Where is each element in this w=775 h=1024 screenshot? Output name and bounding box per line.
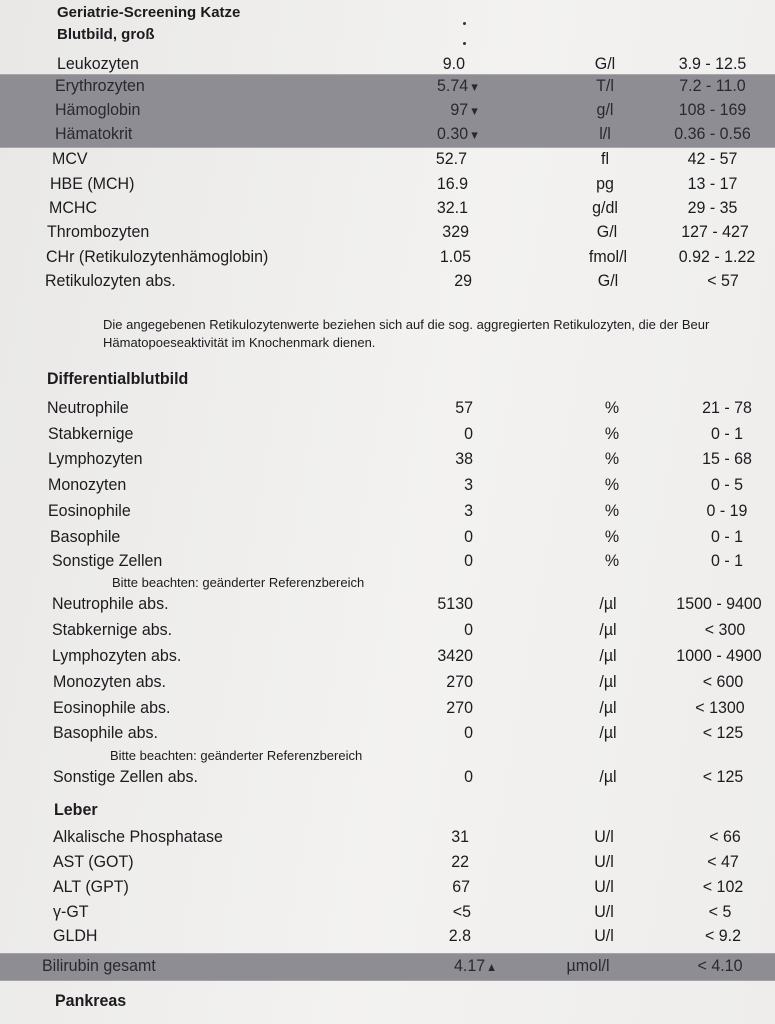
analyte-name: AST (GOT) — [53, 853, 134, 872]
reference-range: < 5 — [708, 903, 732, 922]
result-value: 0 — [464, 552, 473, 571]
result-row — [0, 670, 775, 695]
result-row-mchc — [0, 196, 775, 221]
low-flag-icon: ▼ — [469, 105, 480, 119]
result-unit: /µl — [599, 699, 617, 718]
result-value: 0 — [464, 768, 473, 787]
report-title: Geriatrie-Screening Katze — [57, 4, 241, 21]
result-row — [0, 825, 775, 850]
result-unit: /µl — [599, 595, 617, 614]
result-unit: % — [604, 399, 620, 418]
analyte-name: Basophile — [50, 528, 121, 547]
result-unit: G/l — [596, 223, 618, 242]
reference-range: 0 - 1 — [710, 552, 743, 571]
result-row — [0, 447, 775, 472]
result-row — [0, 396, 775, 421]
reference-range: < 9.2 — [704, 927, 742, 946]
reference-range: 0.92 - 1.22 — [678, 248, 756, 267]
reference-range: 3.9 - 12.5 — [678, 55, 747, 74]
result-value: 1.05 — [439, 248, 471, 267]
reference-range: < 1300 — [695, 699, 745, 718]
result-unit: U/l — [594, 828, 614, 847]
result-value: 3 — [464, 476, 473, 495]
reference-range: 1000 - 4900 — [676, 647, 762, 666]
analyte-name: MCHC — [49, 199, 97, 218]
result-unit: /µl — [599, 621, 617, 640]
result-row — [0, 525, 775, 550]
result-unit: U/l — [594, 853, 614, 872]
analyte-name: Basophile abs. — [53, 724, 158, 743]
result-unit: G/l — [597, 272, 619, 291]
reference-range: < 125 — [702, 768, 744, 787]
result-value: 57 — [455, 399, 473, 418]
result-value: 31 — [451, 828, 469, 847]
result-row-erythrozyten — [0, 74, 775, 99]
result-unit: % — [604, 552, 620, 571]
result-unit: fmol/l — [588, 248, 628, 267]
reference-range: 7.2 - 11.0 — [679, 77, 746, 96]
reference-change-note: Bitte beachten: geänderter Referenzbereich — [110, 748, 363, 763]
analyte-name: CHr (Retikulozytenhämoglobin) — [46, 248, 269, 267]
reference-range: < 66 — [709, 828, 741, 847]
result-value: 4.17▲ — [453, 957, 497, 976]
result-unit: g/dl — [592, 199, 618, 218]
section-title-differentialblutbild: Differentialblutbild — [47, 370, 189, 389]
analyte-name: HBE (MCH) — [50, 175, 135, 194]
result-value: 0 — [464, 528, 473, 547]
reference-range: 0.36 - 0.56 — [674, 125, 751, 144]
analyte-name: Erythrozyten — [55, 77, 145, 96]
reference-range: 108 - 169 — [678, 101, 747, 120]
analyte-name: Hämoglobin — [55, 101, 141, 120]
result-row-haemoglobin — [0, 98, 775, 123]
analyte-name: ALT (GPT) — [53, 878, 129, 897]
result-unit: g/l — [596, 101, 614, 120]
result-unit: % — [604, 450, 620, 469]
result-unit: % — [604, 528, 620, 547]
result-value: 9.0 — [442, 55, 465, 74]
result-unit: % — [604, 425, 620, 444]
reference-range: < 102 — [702, 878, 744, 897]
note-line: Hämatopoeseaktivität im Knochenmark dienen. — [103, 335, 376, 350]
analyte-name: Stabkernige abs. — [52, 621, 173, 640]
result-unit: l/l — [599, 125, 611, 144]
analyte-name: Neutrophile — [47, 399, 129, 418]
result-value: 0 — [464, 724, 473, 743]
analyte-name: γ-GT — [53, 903, 89, 922]
result-value: 67 — [452, 878, 470, 897]
result-value: 0 — [464, 621, 473, 640]
analyte-name: Retikulozyten abs. — [45, 272, 176, 291]
result-unit: pg — [596, 175, 614, 194]
result-row-mcv — [0, 147, 775, 172]
result-unit: fl — [601, 150, 609, 169]
reticulocyte-note — [103, 316, 709, 352]
reference-range: 29 - 35 — [687, 199, 738, 218]
reference-range: 0 - 19 — [706, 502, 748, 521]
result-value: 52.7 — [435, 150, 467, 169]
result-value: <5 — [452, 903, 471, 922]
result-value: 5.74▼ — [436, 77, 480, 96]
result-unit: G/l — [594, 55, 616, 74]
result-row-haematokrit — [0, 122, 775, 147]
reference-range: < 47 — [707, 853, 739, 872]
result-row — [0, 924, 775, 949]
result-row-bilirubin — [0, 953, 775, 981]
result-unit: % — [604, 476, 620, 495]
reference-range: < 125 — [702, 724, 744, 743]
analyte-name: MCV — [52, 150, 88, 169]
analyte-name: Hämatokrit — [55, 125, 133, 144]
note-line: Die angegebenen Retikulozytenwerte beziehen sich auf die sog. aggregierten Retikulozyten, die der Beur — [103, 317, 710, 332]
analyte-name: Monozyten — [48, 476, 127, 495]
analyte-name: GLDH — [53, 927, 98, 946]
result-row-thrombozyten — [0, 220, 775, 245]
analyte-name: Thrombozyten — [47, 223, 150, 242]
result-value: 3 — [464, 502, 473, 521]
reference-range: 1500 - 9400 — [676, 595, 762, 614]
analyte-name: Leukozyten — [57, 55, 139, 74]
result-value: 32.1 — [436, 199, 468, 218]
reference-range: 15 - 68 — [702, 450, 752, 469]
analyte-name: Lymphozyten — [48, 450, 143, 469]
result-row — [0, 696, 775, 721]
reference-range: 21 - 78 — [702, 399, 752, 418]
result-row — [0, 875, 775, 900]
analyte-name: Eosinophile — [48, 502, 131, 521]
result-row — [0, 499, 775, 524]
reference-range: 42 - 57 — [687, 150, 738, 169]
result-row — [0, 592, 775, 617]
result-row — [0, 850, 775, 875]
reference-range: 127 - 427 — [681, 223, 749, 242]
result-unit: µmol/l — [566, 957, 610, 976]
analyte-name: Bilirubin gesamt — [42, 957, 156, 976]
result-row-chr — [0, 245, 775, 270]
result-value: 2.8 — [448, 927, 471, 946]
result-row — [0, 721, 775, 746]
analyte-name: Eosinophile abs. — [53, 699, 171, 718]
analyte-name: Lymphozyten abs. — [52, 647, 182, 666]
result-row-retikulozyten — [0, 269, 775, 294]
result-value: 16.9 — [436, 175, 468, 194]
section-title-pankreas: Pankreas — [55, 992, 127, 1011]
result-row — [0, 549, 775, 574]
reference-range: < 57 — [707, 272, 739, 291]
result-unit: /µl — [599, 768, 617, 787]
result-row — [0, 422, 775, 447]
section-title-leber: Leber — [54, 801, 98, 820]
result-value: 29 — [454, 272, 472, 291]
reference-change-note: Bitte beachten: geänderter Referenzbereich — [112, 575, 365, 590]
scan-dot — [463, 42, 466, 45]
reference-range: < 300 — [704, 621, 746, 640]
result-unit: U/l — [594, 927, 614, 946]
result-row — [0, 644, 775, 669]
analyte-name: Monozyten abs. — [53, 673, 166, 692]
result-value: 3420 — [437, 647, 473, 666]
reference-range: 0 - 1 — [710, 425, 743, 444]
reference-range: 13 - 17 — [687, 175, 738, 194]
result-value: 0 — [464, 425, 473, 444]
result-unit: U/l — [594, 878, 614, 897]
result-row — [0, 765, 775, 790]
result-value: 97▼ — [450, 101, 480, 120]
result-unit: % — [604, 502, 620, 521]
high-flag-icon: ▲ — [486, 961, 497, 975]
low-flag-icon: ▼ — [469, 129, 480, 143]
reference-range: 0 - 5 — [710, 476, 743, 495]
reference-range: < 600 — [702, 673, 744, 692]
analyte-name: Stabkernige — [48, 425, 134, 444]
result-unit: /µl — [599, 647, 617, 666]
result-value: 5130 — [437, 595, 473, 614]
result-value: 270 — [446, 699, 473, 718]
result-value: 22 — [451, 853, 469, 872]
result-row — [0, 900, 775, 925]
result-row-hbe — [0, 172, 775, 197]
analyte-name: Alkalische Phosphatase — [53, 828, 223, 847]
low-flag-icon: ▼ — [469, 81, 480, 95]
analyte-name: Sonstige Zellen — [52, 552, 163, 571]
report-subtitle: Blutbild, groß — [57, 26, 155, 43]
result-value: 0.30▼ — [436, 125, 480, 144]
result-value: 270 — [446, 673, 473, 692]
result-row — [0, 618, 775, 643]
scan-dot — [463, 22, 466, 25]
result-value: 38 — [455, 450, 473, 469]
reference-range: < 4.10 — [697, 957, 743, 976]
result-value: 329 — [442, 223, 469, 242]
reference-range: 0 - 1 — [710, 528, 743, 547]
result-unit: /µl — [599, 724, 617, 743]
analyte-name: Sonstige Zellen abs. — [53, 768, 198, 787]
analyte-name: Neutrophile abs. — [52, 595, 169, 614]
result-unit: U/l — [594, 903, 614, 922]
result-unit: /µl — [599, 673, 617, 692]
result-row — [0, 473, 775, 498]
result-unit: T/l — [596, 77, 614, 96]
